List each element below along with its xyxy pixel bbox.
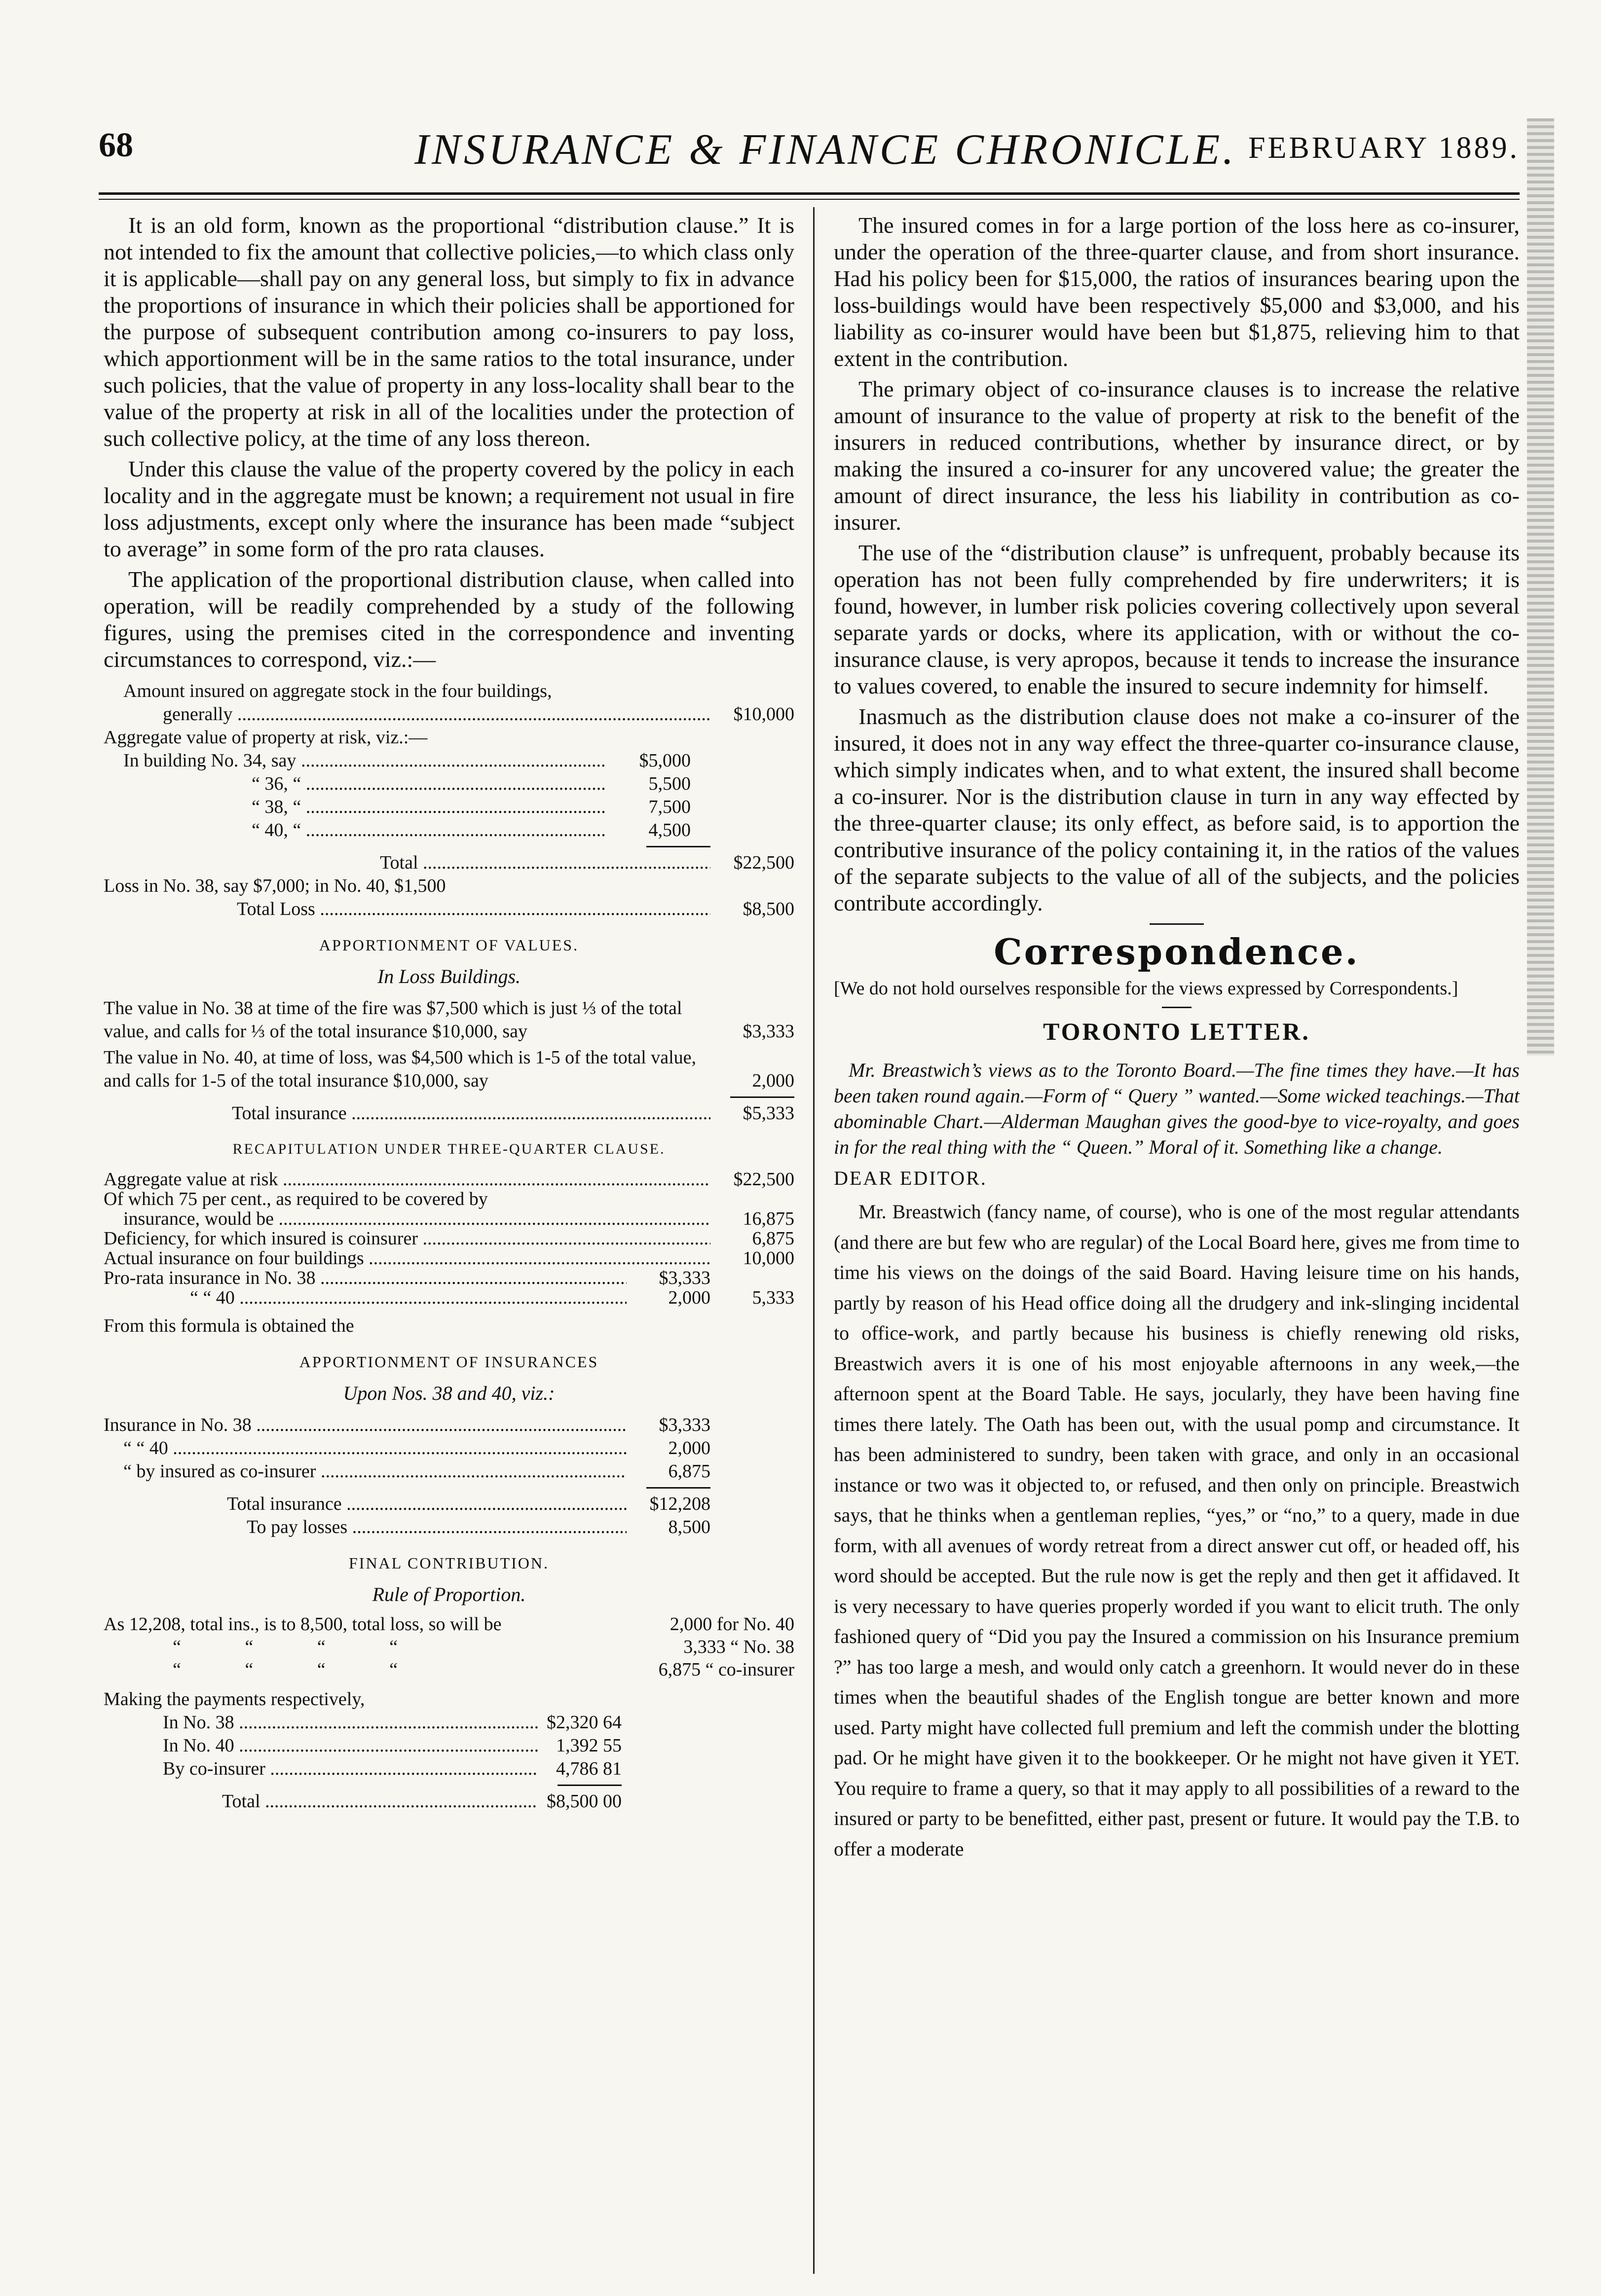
formula-left: “ “ “ “ <box>173 1637 398 1657</box>
sum-rule <box>558 1785 622 1786</box>
paragraph: The insured comes in for a large portion of the loss here as co-insurer, under the operation of the three-quarter clause, and from short insurance. Had his policy been for $15,000, the ratios of insurances bearing upon the loss-buildings would have been respectively $5,000 and $3,000, and his liability as co-insurer would have been but $1,875, relieving him to that extent in the contribution. <box>834 213 1520 371</box>
table-row <box>104 749 691 772</box>
row-label: “ 38, “ ..... <box>252 796 607 819</box>
paragraph: Under this clause the value of the property covered by the policy in each locality and in the aggregate must be known; a requirement not usual in fire loss adjustments, except only where the insurance has been made “subject to average” in some form of the pro rata clauses. <box>104 456 794 561</box>
section-heading: APPORTIONMENT OF INSURANCES <box>299 1353 599 1371</box>
page-edge-shadow <box>1527 118 1554 1056</box>
row-label: “ 40, “ ..... <box>252 819 607 842</box>
row-label: Insurance in No. 38 ..... <box>104 1414 627 1437</box>
table-row <box>104 1437 710 1460</box>
header-rule <box>99 192 1520 200</box>
table-row <box>104 1169 794 1189</box>
paragraph: It is an old form, known as the proportional “distribution clause.” It is not intended to fix the amount that collective policies,—to which class only it is applicable—shall pay on any general loss, but simply to fix in advance the proportions of insurance in which their policies shall be apportioned for the purpose of subsequent contribution among co-insurers to pay loss, which apportionment will be in the same ratios to the total insurance, under such policies, that the value of property in any loss-locality shall bear to the value of the property at risk in all of the localities under the protection of such collective policy, at the time of any loss thereon. <box>104 213 794 451</box>
row-label: In No. 38 ..... <box>163 1711 538 1734</box>
row-amount: 6,875 <box>668 1461 710 1482</box>
table-row <box>104 703 794 726</box>
table-row <box>104 1790 622 1813</box>
row-amount: $10,000 <box>733 704 794 725</box>
sum-rule <box>646 1487 710 1489</box>
row-amount: $12,208 <box>649 1494 710 1514</box>
row-label: The value in No. 40, at time of loss, was $4,500 which is 1-5 of the total value, and calls for 1-5 of the total insurance $10,000, say <box>104 1047 696 1091</box>
row-amount: $8,500 <box>743 899 794 919</box>
row-label: “ “ 40 ..... <box>123 1437 627 1460</box>
formula-row <box>104 1658 794 1681</box>
proportion-formula <box>104 1613 794 1681</box>
row-label: Total ..... <box>222 1790 538 1813</box>
row-amount: 6,875 <box>752 1228 794 1249</box>
sum-rule <box>730 1096 794 1098</box>
values-block <box>104 997 794 1125</box>
table-row <box>104 898 794 921</box>
paragraph: Inasmuch as the distribution clause does not make a co-insurer of the insured, it does not in any way effect the three-quarter co-insurance clause, which simply indicates when, and to what extent, the insured shall become a co-insurer. Nor is the distribution clause in turn in any way effected by the three-quarter clause; its only effect, as before said, is to apportion the contributive insurance of the policy containing it, in the ratios of the values of the separate subjects to the value of all of the subjects, and the policies contribute accordingly. <box>834 704 1520 915</box>
left-column <box>104 212 794 1820</box>
table-row <box>104 1209 794 1229</box>
paragraph: The primary object of co-insurance clauses is to increase the relative amount of insurance to the value of property at risk to the benefit of the insurers in reduced contributions, whether by insurance direct, or by making the insured a co-insurer for any uncovered value; the greater the amount of direct insurance, the less his liability in contribution as co-insurer. <box>834 376 1520 535</box>
section-heading: FINAL CONTRIBUTION. <box>348 1554 549 1572</box>
table-row <box>104 1288 794 1308</box>
row-label: “ 36, “ ..... <box>252 772 607 796</box>
row-amount: 8,500 <box>668 1517 710 1537</box>
table-row <box>104 1102 794 1125</box>
row-amount: $5,000 <box>639 750 691 771</box>
row-label: generally ..... <box>163 703 710 726</box>
row-label: Total Loss ..... <box>237 898 710 921</box>
payments-label: Making the payments respectively, <box>104 1689 365 1710</box>
table-row <box>104 1516 710 1539</box>
issue-date: FEBRUARY 1889. <box>1248 131 1520 165</box>
masthead-title: INSURANCE & FINANCE CHRONICLE. <box>414 126 1237 174</box>
row-label: insurance, would be ..... <box>123 1209 710 1229</box>
section-heading: APPORTIONMENT OF VALUES. <box>319 936 579 954</box>
row-amount: $8,500 00 <box>547 1791 622 1812</box>
row-label: Total ..... <box>380 851 710 875</box>
salutation: DEAR EDITOR. <box>834 1167 987 1189</box>
row-amount: $5,333 <box>743 1103 794 1124</box>
table-label: Aggregate value of property at risk, viz.:— <box>104 727 428 748</box>
row-amount: $22,500 <box>733 852 794 873</box>
paragraph: The application of the proportional distribution clause, when called into operation, will be readily comprehended by a study of the following figures, using the premises cited in the correspondence and inventing circumstances to correspond, viz.:— <box>104 567 794 672</box>
row-label: “ by insured as co-insurer ..... <box>123 1460 627 1483</box>
correspondence-heading: Correspondence. <box>994 931 1360 973</box>
subheading: Rule of Proportion. <box>372 1583 526 1605</box>
row-amount: 4,786 81 <box>556 1758 622 1779</box>
table-row <box>104 1493 710 1516</box>
right-column <box>834 212 1520 1868</box>
table-row <box>104 1229 794 1248</box>
loss-line: Loss in No. 38, say $7,000; in No. 40, $1,500 <box>104 875 446 896</box>
table-row <box>104 1460 710 1483</box>
row-label: To pay losses ..... <box>247 1516 627 1539</box>
formula-left: As 12,208, total ins., is to 8,500, total loss, so will be <box>104 1614 502 1635</box>
table-row <box>104 796 691 819</box>
row-label: In building No. 34, say ..... <box>123 749 607 772</box>
letter-synopsis: Mr. Breastwich’s views as to the Toronto Board.—The fine times they have.—It has been taken round again.—Form of “ Query ” wanted.—Some wicked teachings.—That abominable Chart.—Alderman Maughan gives the good-bye to vice-royalty, and goes in for the real thing with the “ Queen.” Moral of it. Something like a change. <box>834 1059 1520 1158</box>
section-rule <box>1150 923 1204 925</box>
disclaimer: [We do not hold ourselves responsible for the views expressed by Correspondents.] <box>834 978 1458 999</box>
table-row <box>104 851 794 875</box>
table-row <box>104 1046 794 1093</box>
table-row <box>104 997 794 1043</box>
formula-row <box>104 1613 794 1636</box>
row-label: In No. 40 ..... <box>163 1734 538 1757</box>
row-amount: $3,333 <box>659 1415 710 1435</box>
row-amount: 2,000 <box>668 1287 710 1308</box>
paragraph: The use of the “distribution clause” is unfrequent, probably because its operation has not been fully comprehended by fire underwriters; it is found, however, in lumber risk policies covering collectively upon several separate yards or docks, where its application, with or without the co-insurance clause, is very apropos, because it tends to increase the insurance to values covered, to enable the insured to secure indemnity for himself. <box>834 540 1520 698</box>
section-heading: RECAPITULATION UNDER THREE-QUARTER CLAUSE. <box>232 1141 666 1157</box>
recap-table <box>104 1169 794 1308</box>
row-amount: $22,500 <box>733 1169 794 1190</box>
table-row <box>104 772 691 796</box>
table-row <box>104 1757 622 1781</box>
page-header <box>99 126 1520 190</box>
column-divider <box>813 207 815 2274</box>
row-amount: $3,333 <box>659 1268 710 1288</box>
row-amount: 2,000 <box>668 1438 710 1458</box>
section-rule <box>1162 1007 1191 1008</box>
row-amount: $3,333 <box>743 1021 794 1042</box>
payments-table <box>104 1688 622 1813</box>
row-label: Total insurance ..... <box>232 1102 710 1125</box>
formula-row <box>104 1636 794 1658</box>
table-row <box>104 1268 710 1288</box>
row-amount: $2,320 64 <box>547 1712 622 1733</box>
row-amount: 5,500 <box>648 773 691 794</box>
formula-right: 2,000 for No. 40 <box>670 1614 794 1635</box>
formula-left: “ “ “ “ <box>173 1659 398 1680</box>
row-amount: 10,000 <box>743 1248 794 1269</box>
formula-right: 6,875 “ co-insurer <box>658 1659 794 1680</box>
row-label: By co-insurer ..... <box>163 1757 538 1781</box>
row-label: Pro-rata insurance in No. 38 ..... <box>104 1268 627 1288</box>
row-amount: 7,500 <box>648 797 691 817</box>
table-row <box>104 1414 710 1437</box>
row-amount: 16,875 <box>743 1208 794 1229</box>
row-label: Actual insurance on four buildings ..... <box>104 1248 710 1268</box>
table-row <box>104 819 691 842</box>
subheading: Upon Nos. 38 and 40, viz.: <box>343 1382 555 1404</box>
table-row <box>104 1711 622 1734</box>
row-label: “ “ 40 ..... <box>190 1288 627 1308</box>
row-amount: 2,000 <box>752 1070 794 1091</box>
row-total: 5,333 <box>752 1287 794 1308</box>
formula-right: 3,333 “ No. 38 <box>683 1637 794 1657</box>
row-label: Of which 75 per cent., as required to be covered by <box>104 1189 488 1209</box>
figures-table <box>104 680 794 921</box>
subheading: In Loss Buildings. <box>377 965 521 987</box>
table-row <box>104 1734 622 1757</box>
letter-title: TORONTO LETTER. <box>1043 1018 1310 1045</box>
row-amount: 4,500 <box>648 820 691 840</box>
row-label: Deficiency, for which insured is coinsurer ..... <box>104 1229 710 1248</box>
insurance-table <box>104 1414 710 1539</box>
row-amount: 1,392 55 <box>556 1735 622 1756</box>
row-label: Aggregate value at risk ..... <box>104 1169 710 1189</box>
table-row <box>104 1248 794 1268</box>
sum-rule <box>646 846 710 847</box>
page-number: 68 <box>99 126 133 164</box>
formula-intro: From this formula is obtained the <box>104 1315 354 1336</box>
table-label: Amount insured on aggregate stock in the four buildings, <box>123 681 552 701</box>
row-label: Total insurance ..... <box>227 1493 627 1516</box>
letter-body: Mr. Breastwich (fancy name, of course), who is one of the most regular attendants (and there are but few who are regular) of the Local Board here, gives me from time to time his views on the doings of the said Board. Having leisure time on his hands, partly by reason of his Head office doing all the drudgery and ink-slinging incidental to office-work, and partly because his business is chiefly renewing old risks, Breastwich avers it is one of his most enjoyable afternoons in any week,—the afternoon spent at the Board Table. He says, jocularly, they have been having fine times there lately. The Oath has been out, with the usual pomp and circumstance. It has been administered to sundry, been taken with grace, and only in an occasional instance or two was it objected to, or refused, and then only on principle. Breastwich says, that he thinks when a gentleman replies, “yes,” or “no,” to a query, made in due form, with all avenues of wordy retreat from a direct answer cut off, or headed off, his word should be accepted. But the rule now is get the reply and then get it affidaved. It is very necessary to have queries properly worded if you want to elicit truth. The only fashioned query of “Did you pay the Insured a commission on his Insurance premium ?” has too large a mesh, and would only catch a greenhorn. It would never do in these times when the beautiful shades of the English tongue are better known and more used. Party might have collected full premium and left the commish under the blotting pad. Or he might have given it to the bookkeeper. Or he might not have given it YET. You require to frame a query, so that it may apply to all possibilities of a reward to the insured or party to be benefitted, either past, present or future. It would pay the T.B. to offer a moderate <box>834 1201 1520 1860</box>
row-label: The value in No. 38 at time of the fire was $7,500 which is just ⅓ of the total value, and calls for ⅓ of the total insurance $10,000, say <box>104 998 682 1042</box>
